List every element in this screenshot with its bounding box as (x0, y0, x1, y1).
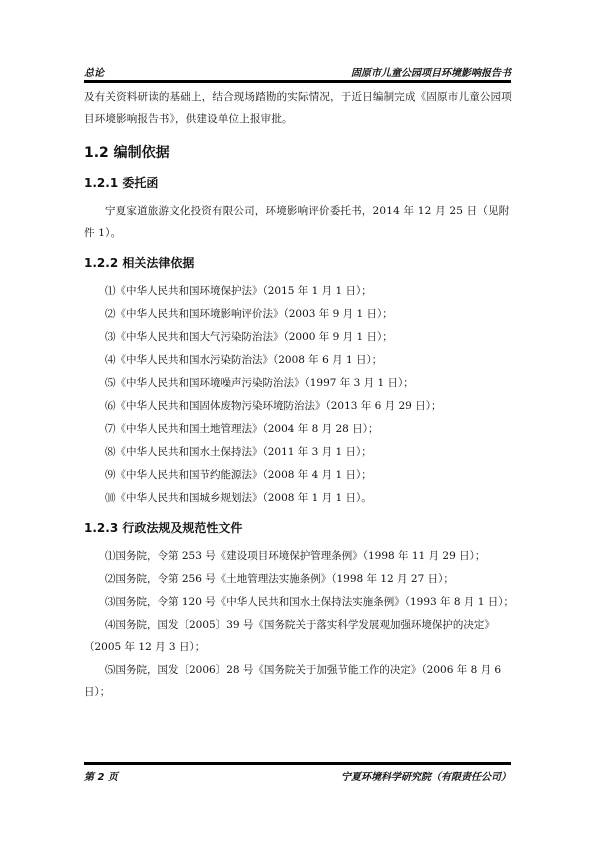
section-heading-1-2-1: 1.2.1 委托函 (84, 176, 159, 190)
page-footer (84, 768, 511, 784)
list-item: ⑹《中华人民共和国固体废物污染环境防治法》（2013 年 6 月 29 日）； (105, 400, 442, 412)
page-header (84, 64, 511, 80)
header-report-title: 固原市儿童公园项目环境影响报告书 (351, 68, 511, 79)
list-item: ⑴国务院，令第 253 号《建设项目环境保护管理条例》（1998 年 11 月 29 日）； (105, 550, 486, 562)
header-chapter: 总论 (84, 68, 104, 79)
list-item: ⑼《中华人民共和国节约能源法》（2008 年 4 月 1 日）； (105, 469, 372, 481)
list-item: ⑵《中华人民共和国环境影响评价法》（2003 年 9 月 1 日）； (105, 308, 393, 320)
list-item: ⑶国务院，令第 120 号《中华人民共和国水土保持法实施条例》（1993 年 8 月 1 日）； (105, 596, 514, 608)
list-item: ⑺《中华人民共和国土地管理法》（2004 年 8 月 28 日）； (105, 423, 379, 435)
section-heading-1-2: 1.2 编制依据 (84, 145, 170, 161)
section-heading-1-2-3: 1.2.3 行政法规及规范性文件 (84, 521, 243, 535)
list-item: ⑶《中华人民共和国大气污染防治法》（2000 年 9 月 1 日）； (105, 331, 393, 343)
list-item: ⑴《中华人民共和国环境保护法》（2015 年 1 月 1 日）； (105, 285, 372, 297)
intro-paragraph: 及有关资料研读的基础上，结合现场踏勘的实际情况，于近日编制完成《固原市儿童公园项目环境影响报告书》，供建设单位上报审批。 (84, 91, 512, 125)
list-item: ⑷《中华人民共和国水污染防治法》（2008 年 6 月 1 日）； (105, 354, 383, 366)
header-rule (84, 80, 511, 83)
list-item: ⑻《中华人民共和国水土保持法》（2011 年 3 月 1 日）； (105, 446, 372, 458)
law-list (84, 280, 516, 509)
regulation-list (84, 545, 516, 703)
section-heading-1-2-2: 1.2.2 相关法律依据 (84, 256, 195, 270)
list-item: ⑷国务院，国发〔2005〕39 号《国务院关于落实科学发展观加强环境保护的决定》（2005 年 12 月 3 日）； (84, 619, 495, 653)
footer-rule (84, 762, 511, 765)
list-item: ⑵国务院，令第 256 号《土地管理法实施条例》（1998 年 12 月 27 日）； (105, 573, 454, 585)
page-number: 第 2 页 (84, 772, 118, 783)
footer-organization: 宁夏环境科学研究院（有限责任公司） (341, 772, 511, 783)
commission-paragraph: 宁夏家道旅游文化投资有限公司，环境影响评价委托书，2014 年 12 月 25 日（见附件 1）。 (84, 205, 510, 239)
list-item: ⑸《中华人民共和国环境噪声污染防治法》（1997 年 3 月 1 日）； (105, 377, 414, 389)
list-item: ⑽《中华人民共和国城乡规划法》（2008 年 1 月 1 日）。 (105, 492, 372, 504)
document-body (84, 86, 516, 709)
list-item: ⑸国务院，国发〔2006〕28 号《国务院关于加强节能工作的决定》（2006 年 8 月 6 日）； (84, 664, 502, 698)
